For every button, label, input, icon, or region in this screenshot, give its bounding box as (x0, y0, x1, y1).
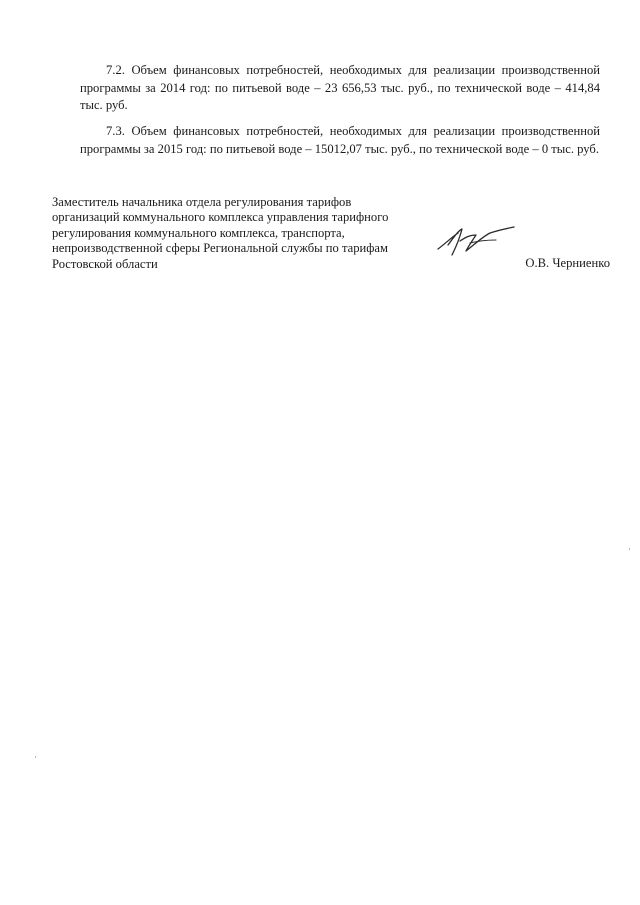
signer-title (52, 195, 412, 272)
signer-name: О.В. Черниенко (525, 256, 610, 270)
scan-artifact (35, 756, 36, 758)
signer-title-line: Ростовской области (52, 256, 158, 271)
handwritten-signature (436, 223, 516, 259)
paragraph-7-2: 7.2. Объем финансовых потребностей, необходимых для реализации производственной программы за 2014 год: по питьевой воде – 23 656,53 тыс. руб., по технической воде – 414,84 тыс. руб. (80, 63, 600, 112)
paragraph-7-3: 7.3. Объем финансовых потребностей, необходимых для реализации производственной программы за 2015 год: по питьевой воде – 15012,07 тыс. руб., по технической воде – 0 тыс. руб. (80, 124, 600, 156)
signature-block (52, 195, 612, 275)
scan-artifact (629, 548, 630, 550)
signer-title-line: организаций коммунального комплекса управления тарифного (52, 210, 389, 225)
signer-title-line: регулирования коммунального комплекса, транспорта, (52, 225, 345, 240)
signer-title-line: непроизводственной сферы Региональной службы по тарифам (52, 241, 388, 256)
signer-title-line: Заместитель начальника отдела регулирования тарифов (52, 195, 352, 209)
